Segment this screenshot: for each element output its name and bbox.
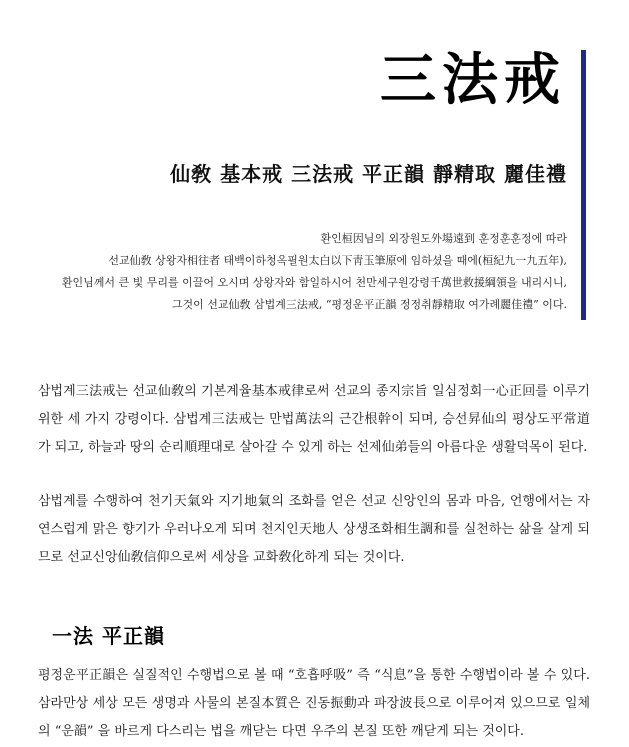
page-subtitle: 仙敎 基本戒 三法戒 平正韻 靜精取 麗佳禮 <box>170 162 567 186</box>
intro-line: 환인桓因님의 외장원도外場遠到 훈정훈훈정에 따라 <box>320 232 567 245</box>
body-paragraph-2: 삼법계를 수행하여 천기天氣와 지기地氣의 조화를 얻은 선교 신앙인의 몸과 마음, 언행에서는 자연스럽게 맑은 향기가 우러나오게 되며 천지인天地人 상생조화相生調和를 실천하는 삶을 살게 되므로 선교신앙仙敎信仰으로써 세상을 교화敎化하게 되는 것이다. <box>38 494 590 565</box>
page-title: 三法戒 <box>380 47 566 113</box>
intro-line: 환인님께서 큰 빛 무리를 이끌어 오시며 상왕자와 함일하시어 천만세구원강령千萬世救援綱領을 내리시니, <box>61 276 567 289</box>
body-paragraph-3: 평정운平正韻은 실질적인 수행법으로 볼 때 “호흡呼吸” 즉 “식息”을 통한 수행법이라 볼 수 있다. 삼라만상 세상 모든 생명과 사물의 본질本質은 진동振動과 파장波長으로 이루어져 있으므로 일체의 “운韻” 을 바르게 다스리는 법을 깨닫는 다면 우주의 본질 또한 깨닫게 되는 것이다. <box>38 668 590 739</box>
body-paragraph-1: 삼법계三法戒는 선교仙敎의 기본계율基本戒律로써 선교의 종지宗旨 일심정회一心正回를 이루기 위한 세 가지 강령이다. 삼법계三法戒는 만법萬法의 근간根幹이 되며, 승선昇仙의 평상도平常道가 되고, 하늘과 땅의 순리順理대로 살아갈 수 있게 하는 선제仙弟들의 아름다운 생활덕목이 된다. <box>38 384 590 455</box>
section-heading: 一法 平正韻 <box>52 624 165 648</box>
intro-block <box>62 228 567 316</box>
intro-line: 그것이 선교仙敎 삼법계三法戒, “평정운平正韻 정정취靜精取 여가례麗佳禮” 이다. <box>171 298 567 311</box>
accent-bar <box>581 50 586 320</box>
intro-line: 선교仙敎 상왕자相往者 태백이하청옥필원太白以下靑玉筆原에 임하셨을 때에(桓紀九一九五年), <box>108 254 567 267</box>
